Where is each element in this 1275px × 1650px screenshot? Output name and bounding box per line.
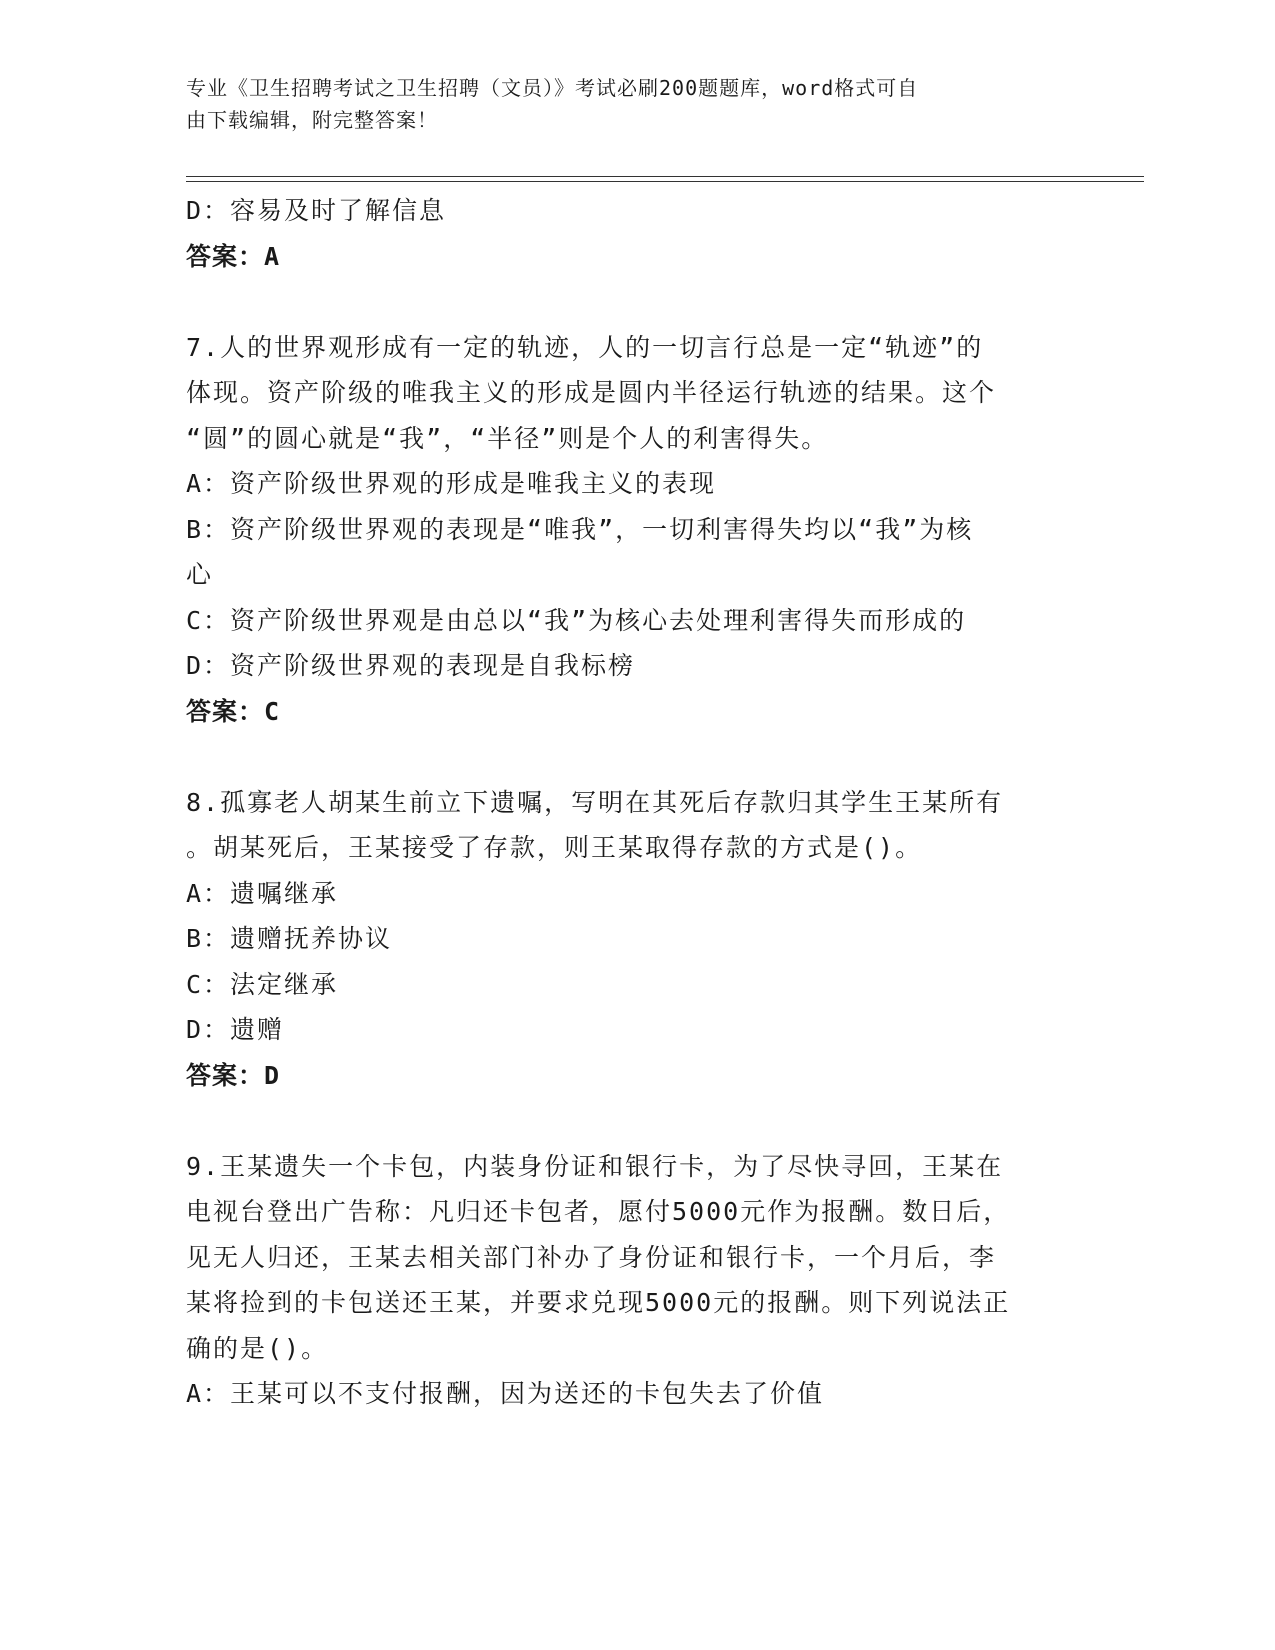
q9-stem-line-1: 9.王某遗失一个卡包，内装身份证和银行卡，为了尽快寻回，王某在	[186, 1151, 1004, 1181]
q7-option-b-line-1: B：资产阶级世界观的表现是“唯我”，一切利害得失均以“我”为核	[186, 514, 974, 544]
header-line-2: 由下载编辑，附完整答案！	[186, 108, 438, 132]
q8-answer: 答案：D	[186, 1060, 281, 1090]
header-divider-bottom	[186, 181, 1144, 182]
q8-option-a: A：遗嘱继承	[186, 878, 339, 908]
header-line-1: 专业《卫生招聘考试之卫生招聘（文员）》考试必刷200题题库，word格式可自	[186, 76, 919, 100]
spacer	[186, 1098, 1086, 1144]
spacer	[186, 279, 1086, 325]
q7-option-a: A：资产阶级世界观的形成是唯我主义的表现	[186, 469, 717, 498]
q8-option-b: B：遗赠抚养协议	[186, 924, 393, 953]
q9-stem-line-5: 确的是()。	[186, 1333, 329, 1363]
q7-stem-line-3: “圆”的圆心就是“我”，“半径”则是个人的利害得失。	[186, 423, 829, 453]
q7-stem-line-1: 7.人的世界观形成有一定的轨迹，人的一切言行总是一定“轨迹”的	[186, 332, 984, 362]
q9-option-a: A：王某可以不支付报酬，因为送还的卡包失去了价值	[186, 1379, 825, 1408]
q8-stem-line-1: 8.孤寡老人胡某生前立下遗嘱，写明在其死后存款归其学生王某所有	[186, 787, 1004, 817]
q7-option-d: D：资产阶级世界观的表现是自我标榜	[186, 651, 636, 680]
q7-option-b-line-2: 心	[186, 560, 214, 589]
q7-option-c: C：资产阶级世界观是由总以“我”为核心去处理利害得失而形成的	[186, 605, 967, 635]
q6-option-d: D：容易及时了解信息	[186, 196, 447, 225]
q8-stem-line-2: 。胡某死后，王某接受了存款，则王某取得存款的方式是()。	[186, 833, 923, 862]
header-divider-top	[186, 176, 1144, 177]
q8-option-c: C：法定继承	[186, 969, 339, 999]
spacer	[186, 734, 1086, 780]
q7-answer: 答案：C	[186, 696, 281, 726]
q9-stem-line-4: 某将捡到的卡包送还王某，并要求兑现5000元的报酬。则下列说法正	[186, 1288, 1011, 1317]
document-body	[186, 188, 1086, 1417]
q9-stem-line-3: 见无人归还，王某去相关部门补办了身份证和银行卡，一个月后，李	[186, 1242, 997, 1272]
document-header	[186, 72, 1066, 136]
q6-answer: 答案：A	[186, 241, 281, 271]
q9-stem-line-2: 电视台登出广告称：凡归还卡包者，愿付5000元作为报酬。数日后，	[186, 1197, 1011, 1226]
q8-option-d: D：遗赠	[186, 1015, 285, 1044]
q7-stem-line-2: 体现。资产阶级的唯我主义的形成是圆内半径运行轨迹的结果。这个	[186, 378, 997, 407]
